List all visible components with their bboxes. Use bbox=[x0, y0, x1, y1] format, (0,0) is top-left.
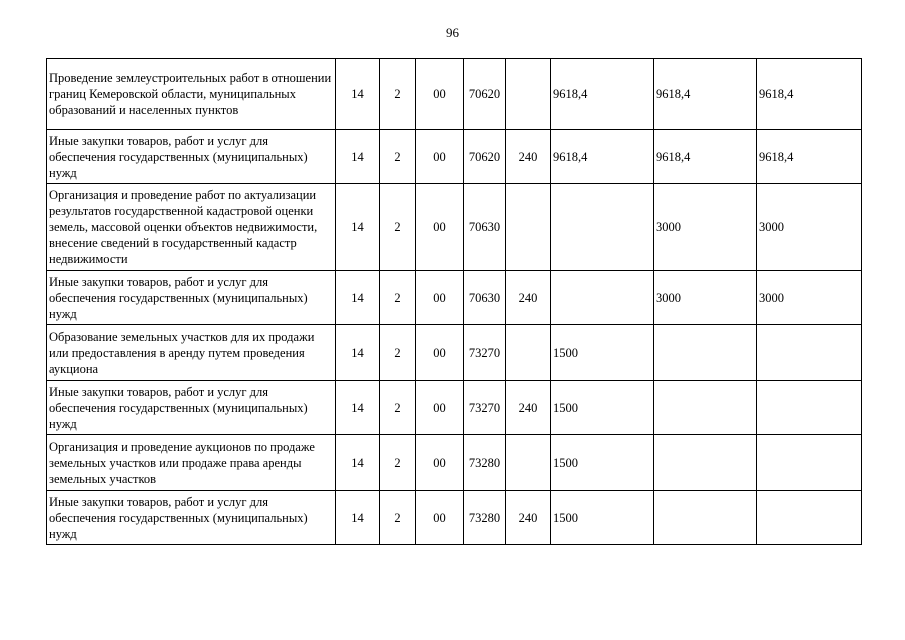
section-code: 14 bbox=[336, 130, 380, 184]
amount-year-3 bbox=[757, 435, 862, 491]
amount-year-1: 1500 bbox=[551, 325, 654, 381]
amount-year-3: 3000 bbox=[757, 184, 862, 271]
row-description: Образование земельных участков для их продажи или предоставления в аренду путем проведения аукциона bbox=[47, 325, 336, 381]
amount-year-1: 9618,4 bbox=[551, 59, 654, 130]
row-description: Иные закупки товаров, работ и услуг для обеспечения государственных (муниципальных) нужд bbox=[47, 271, 336, 325]
amount-year-2 bbox=[654, 325, 757, 381]
table-row bbox=[47, 184, 862, 271]
amount-year-3 bbox=[757, 491, 862, 545]
expense-code: 73270 bbox=[464, 381, 506, 435]
section-code: 14 bbox=[336, 325, 380, 381]
subsection-code: 2 bbox=[380, 271, 416, 325]
subsection-code: 2 bbox=[380, 491, 416, 545]
row-description: Иные закупки товаров, работ и услуг для обеспечения государственных (муниципальных) нужд bbox=[47, 491, 336, 545]
section-code: 14 bbox=[336, 381, 380, 435]
amount-year-1 bbox=[551, 184, 654, 271]
subsection-code: 2 bbox=[380, 325, 416, 381]
program-code: 00 bbox=[416, 59, 464, 130]
amount-year-1: 1500 bbox=[551, 435, 654, 491]
table-row bbox=[47, 435, 862, 491]
amount-year-1: 1500 bbox=[551, 491, 654, 545]
subsection-code: 2 bbox=[380, 381, 416, 435]
expense-code: 70630 bbox=[464, 184, 506, 271]
expense-type bbox=[506, 435, 551, 491]
subsection-code: 2 bbox=[380, 59, 416, 130]
expense-code: 70630 bbox=[464, 271, 506, 325]
table-row bbox=[47, 325, 862, 381]
section-code: 14 bbox=[336, 184, 380, 271]
row-description: Иные закупки товаров, работ и услуг для обеспечения государственных (муниципальных) нужд bbox=[47, 130, 336, 184]
expense-type: 240 bbox=[506, 491, 551, 545]
amount-year-2 bbox=[654, 381, 757, 435]
expense-code: 73270 bbox=[464, 325, 506, 381]
amount-year-1: 9618,4 bbox=[551, 130, 654, 184]
program-code: 00 bbox=[416, 325, 464, 381]
section-code: 14 bbox=[336, 271, 380, 325]
subsection-code: 2 bbox=[380, 184, 416, 271]
expense-type bbox=[506, 184, 551, 271]
expense-code: 73280 bbox=[464, 435, 506, 491]
amount-year-3: 9618,4 bbox=[757, 130, 862, 184]
row-description: Организация и проведение аукционов по продаже земельных участков или продаже права аренды земельных участков bbox=[47, 435, 336, 491]
amount-year-2 bbox=[654, 491, 757, 545]
expense-type: 240 bbox=[506, 271, 551, 325]
table-row bbox=[47, 491, 862, 545]
table-row bbox=[47, 271, 862, 325]
row-description: Иные закупки товаров, работ и услуг для обеспечения государственных (муниципальных) нужд bbox=[47, 381, 336, 435]
page-number: 96 bbox=[446, 25, 459, 40]
section-code: 14 bbox=[336, 59, 380, 130]
table-row bbox=[47, 59, 862, 130]
table-row bbox=[47, 130, 862, 184]
expense-type: 240 bbox=[506, 381, 551, 435]
amount-year-2 bbox=[654, 435, 757, 491]
subsection-code: 2 bbox=[380, 130, 416, 184]
amount-year-2: 3000 bbox=[654, 184, 757, 271]
subsection-code: 2 bbox=[380, 435, 416, 491]
section-code: 14 bbox=[336, 491, 380, 545]
program-code: 00 bbox=[416, 130, 464, 184]
row-description: Проведение землеустроительных работ в отношении границ Кемеровской области, муниципальных образований и населенных пунктов bbox=[47, 59, 336, 130]
amount-year-3: 3000 bbox=[757, 271, 862, 325]
table-row bbox=[47, 381, 862, 435]
expense-code: 73280 bbox=[464, 491, 506, 545]
amount-year-3 bbox=[757, 325, 862, 381]
expense-code: 70620 bbox=[464, 59, 506, 130]
expense-type bbox=[506, 59, 551, 130]
program-code: 00 bbox=[416, 381, 464, 435]
section-code: 14 bbox=[336, 435, 380, 491]
program-code: 00 bbox=[416, 435, 464, 491]
amount-year-3: 9618,4 bbox=[757, 59, 862, 130]
amount-year-3 bbox=[757, 381, 862, 435]
expense-code: 70620 bbox=[464, 130, 506, 184]
program-code: 00 bbox=[416, 271, 464, 325]
expense-type: 240 bbox=[506, 130, 551, 184]
row-description: Организация и проведение работ по актуализации результатов государственной кадастровой оценки земель, массовой оценки объектов недвижимости, внесение сведений в государственный кадастр недвижимости bbox=[47, 184, 336, 271]
program-code: 00 bbox=[416, 184, 464, 271]
budget-table bbox=[46, 58, 862, 545]
amount-year-1 bbox=[551, 271, 654, 325]
program-code: 00 bbox=[416, 491, 464, 545]
expense-type bbox=[506, 325, 551, 381]
amount-year-2: 9618,4 bbox=[654, 130, 757, 184]
amount-year-2: 9618,4 bbox=[654, 59, 757, 130]
amount-year-1: 1500 bbox=[551, 381, 654, 435]
amount-year-2: 3000 bbox=[654, 271, 757, 325]
